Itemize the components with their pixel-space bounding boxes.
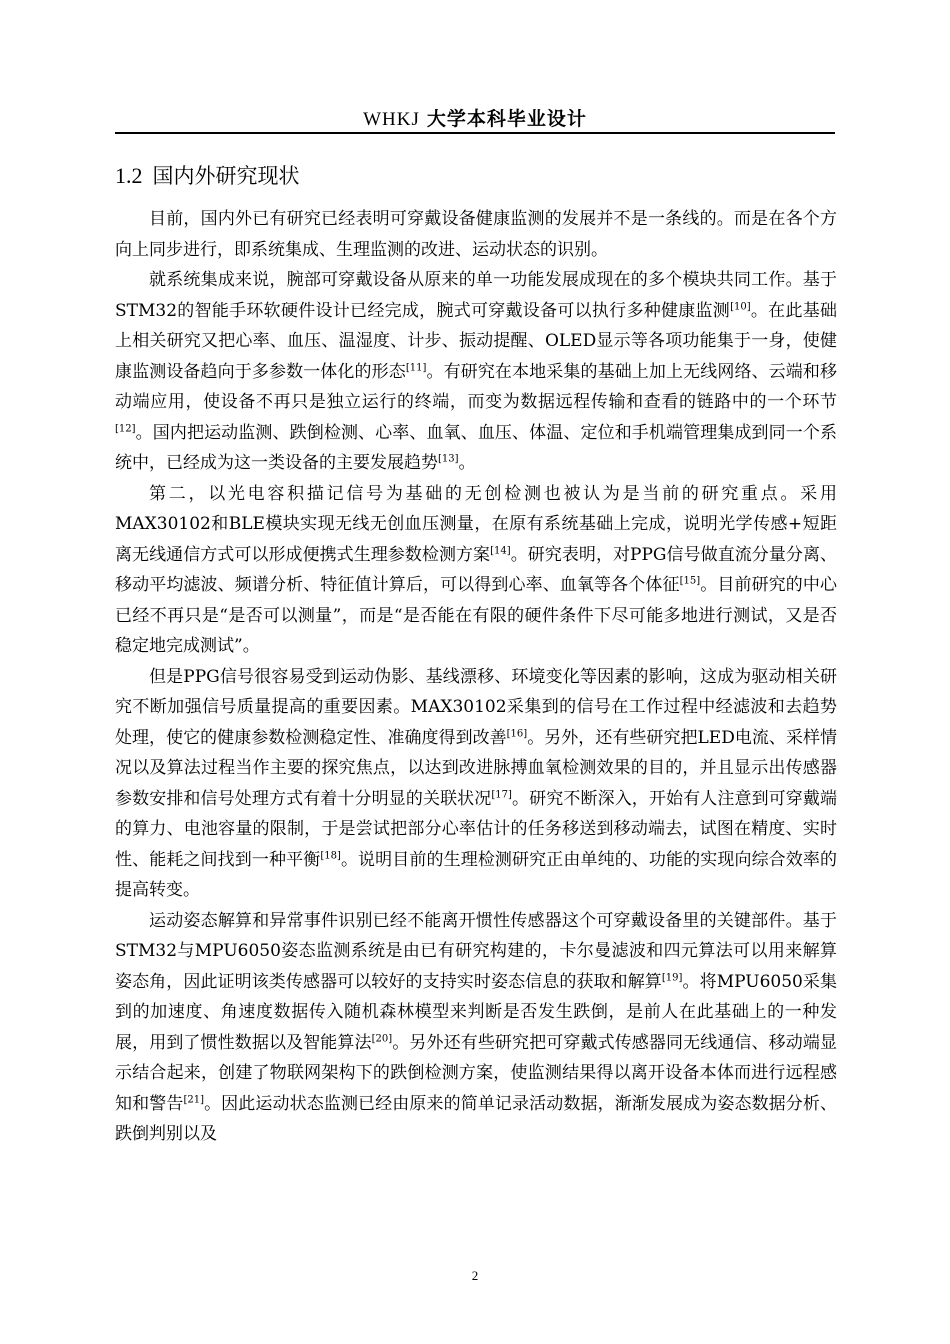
citation-ref: [15] [679,575,701,587]
paragraph-text: 。研究表明，对PPG信号做直流分量分离、移动平均滤波、频谱分析、特征值计算后，可以得到心率、血氧等各个体征 [115,544,837,595]
paragraph-text: 。在此基础上相关研究又把心率、血压、温湿度、计步、振动提醒、OLED显示等各项功能集于一身，使健康监测设备趋向于多参数一体化的形态 [115,300,837,382]
paragraph [115,906,837,1150]
citation-ref: [17] [491,788,512,800]
header-rule [115,132,835,134]
paragraph-text: 。有研究在本地采集的基础上加上无线网络、云端和移动端应用，使设备不再只是独立运行的终端，而变为数据远程传输和查看的链路中的一个环节 [115,361,838,412]
citation-ref: [14] [490,544,511,556]
paragraph [115,265,837,479]
running-header [115,104,835,131]
header-school-code: WHKJ [363,109,420,130]
paragraph [115,662,837,906]
citation-ref: [16] [506,727,528,739]
paragraph-text: 。国内把运动监测、跌倒检测、心率、血氧、血压、体温、定位和手机端管理集成到同一个系统中，已经成为这一类设备的主要发展趋势 [115,422,837,473]
paragraph [115,479,837,662]
section-number: 1.2 [115,163,143,188]
citation-ref: [21] [183,1093,204,1105]
paragraph-text: 。说明目前的生理检测研究正由单纯的、功能的实现向综合效率的提高转变。 [115,849,838,900]
citation-ref: [13] [438,453,459,465]
paragraph-text: 就系统集成来说，腕部可穿戴设备从原来的单一功能发展成现在的多个模块共同工作。基于STM32的智能手环软硬件设计已经完成，腕式可穿戴设备可以执行多种健康监测 [115,270,837,321]
paragraph-text: 。目前研究的中心已经不再只是“是否可以测量”，而是“是否能在有限的硬件条件下尽可能多地进行测试，又是否稳定地完成测试”。 [115,575,838,656]
paragraph-text: 。另外还有些研究把可穿戴式传感器同无线通信、移动端显示结合起来，创建了物联网架构下的跌倒检测方案，使监测结果得以离开设备本体而进行远程感知和警告 [115,1032,838,1114]
citation-ref: [19] [661,971,683,983]
paragraph-text: 。因此运动状态监测已经由原来的简单记录活动数据，渐渐发展成为姿态数据分析、跌倒判别以及 [115,1093,837,1144]
paragraph-text: 。研究不断深入，开始有人注意到可穿戴端的算力、电池容量的限制，于是尝试把部分心率估计的任务移送到移动端去，试图在精度、实时性、能耗之间找到一种平衡 [115,788,838,870]
citation-ref: [18] [320,849,341,861]
header-title: 大学本科毕业设计 [426,108,587,130]
page-number: 2 [471,1268,479,1283]
citation-ref: [12] [115,422,136,434]
paragraph-text: 但是PPG信号很容易受到运动伪影、基线漂移、环境变化等因素的影响，这成为驱动相关研究不断加强信号质量提高的重要因素。MAX30102采集到的信号在工作过程中经滤波和去趋势处理，使它的健康参数检测稳定性、准确度得到改善 [115,666,837,748]
citation-ref: [11] [405,361,427,373]
citation-ref: [20] [371,1032,393,1044]
body-text [115,204,837,1150]
paragraph-text: 。 [458,453,476,473]
paragraph [115,204,837,265]
paragraph-text: 运动姿态解算和异常事件识别已经不能离开惯性传感器这个可穿戴设备里的关键部件。基于STM32与MPU6050姿态监测系统是由已有研究构建的，卡尔曼滤波和四元算法可以用来解算姿态角，因此证明该类传感器可以较好的支持实时姿态信息的获取和解算 [115,910,837,992]
paragraph-text: 第二，以光电容积描记信号为基础的无创检测也被认为是当前的研究重点。采用MAX30102和BLE模块实现无线无创血压测量，在原有系统基础上完成，说明光学传感+短距离无线通信方式可以形成便携式生理参数检测方案 [115,483,837,565]
paragraph-text: 。另外，还有些研究把LED电流、采样情况以及算法过程当作主要的探究焦点，以达到改进脉搏血氧检测效果的目的，并且显示出传感器参数安排和信号处理方式有着十分明显的关联状况 [115,727,838,809]
section-heading [115,160,300,190]
section-title: 国内外研究现状 [152,164,300,188]
paragraph-text: 目前，国内外已有研究已经表明可穿戴设备健康监测的发展并不是一条线的。而是在各个方向上同步进行，即系统集成、生理监测的改进、运动状态的识别。 [115,209,837,260]
citation-ref: [10] [730,300,751,312]
paragraph-text: 。将MPU6050采集到的加速度、角速度数据传入随机森林模型来判断是否发生跌倒，是前人在此基础上的一种发展，用到了惯性数据以及智能算法 [115,971,838,1053]
